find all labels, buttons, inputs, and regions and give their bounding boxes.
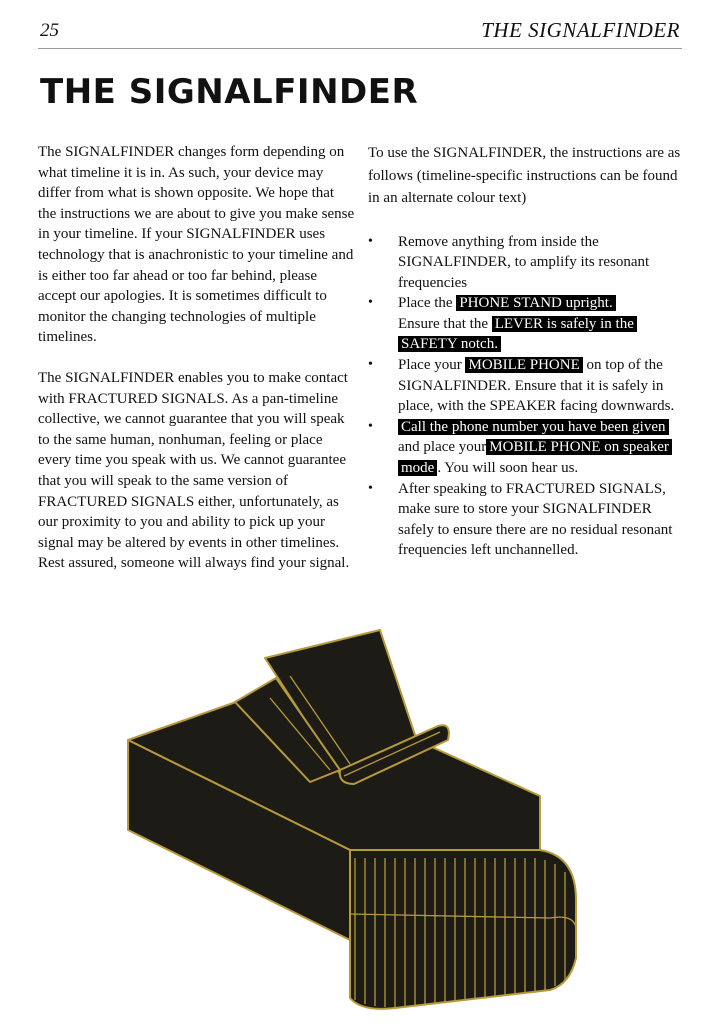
step-text: and place your [398,439,487,456]
list-item [368,232,686,294]
list-item [368,417,686,479]
running-title: THE SIGNALFINDER [481,18,680,42]
highlight-text: MOBILE PHONE on speaker mode [398,439,672,476]
instructions-list [368,232,686,562]
highlight-text: LEVER is safely in the [492,316,637,332]
page-title: THE SIGNALFINDER [40,72,419,112]
highlight-text: SAFETY notch. [398,336,501,352]
highlight-text: MOBILE PHONE [465,357,582,373]
step-text: Place the [398,295,457,312]
device-right-face [350,850,576,1009]
instructions-intro: To use the SIGNALFINDER, the instructions are as follows (timeline-specific instructions can be found in an alternate colour text) [368,145,681,206]
step-text: . You will soon hear us. [437,460,579,477]
header-rule [38,48,682,49]
step-text: on top of the SIGNALFINDER. Ensure that it is safely in place, with the SPEAKER facing downwards. [398,357,675,415]
step-text: Ensure that the [398,315,488,332]
intro-paragraph: The SIGNALFINDER changes form depending on what timeline it is in. As such, your device may differ from what is shown opposite. We hope that the instructions we are about to give you make sense in your timeline. If your SIGNALFINDER uses technology that is anachronistic to your timeline and is either too far ahead or too far behind, please accept our apologies. It is sometimes difficult to monitor the changing technologies of multiple timelines. [38,144,355,346]
signalfinder-device-illustration [100,618,620,1018]
step-text: Place your [398,357,466,374]
list-item [368,479,686,561]
left-column [38,142,356,594]
step-text: After speaking to FRACTURED SIGNALS, make sure to store your SIGNALFINDER safely to ensure there are no residual resonant frequencies left unchannelled. [398,480,673,559]
highlight-text: PHONE STAND upright. [456,295,615,311]
right-column [368,142,686,561]
page-number: 25 [40,20,59,41]
signals-paragraph: The SIGNALFINDER enables you to make contact with FRACTURED SIGNALS. As a pan-timeline collective, we cannot guarantee that you will speak to the same human, nonhuman, feeling or place every time you speak with us. We cannot guarantee that you will speak to the same version of FRACTURED SIGNALS either, unfortunately, as our proximity to you and ability to pick up your signal may be altered by events in other timelines. Rest assured, someone will always find your signal. [38,369,350,572]
list-item [368,355,686,417]
highlight-text: Call the phone number you have been given [398,419,669,435]
step-text: Remove anything from inside the SIGNALFINDER, to amplify its resonant frequencies [398,233,650,291]
list-item [368,293,686,355]
